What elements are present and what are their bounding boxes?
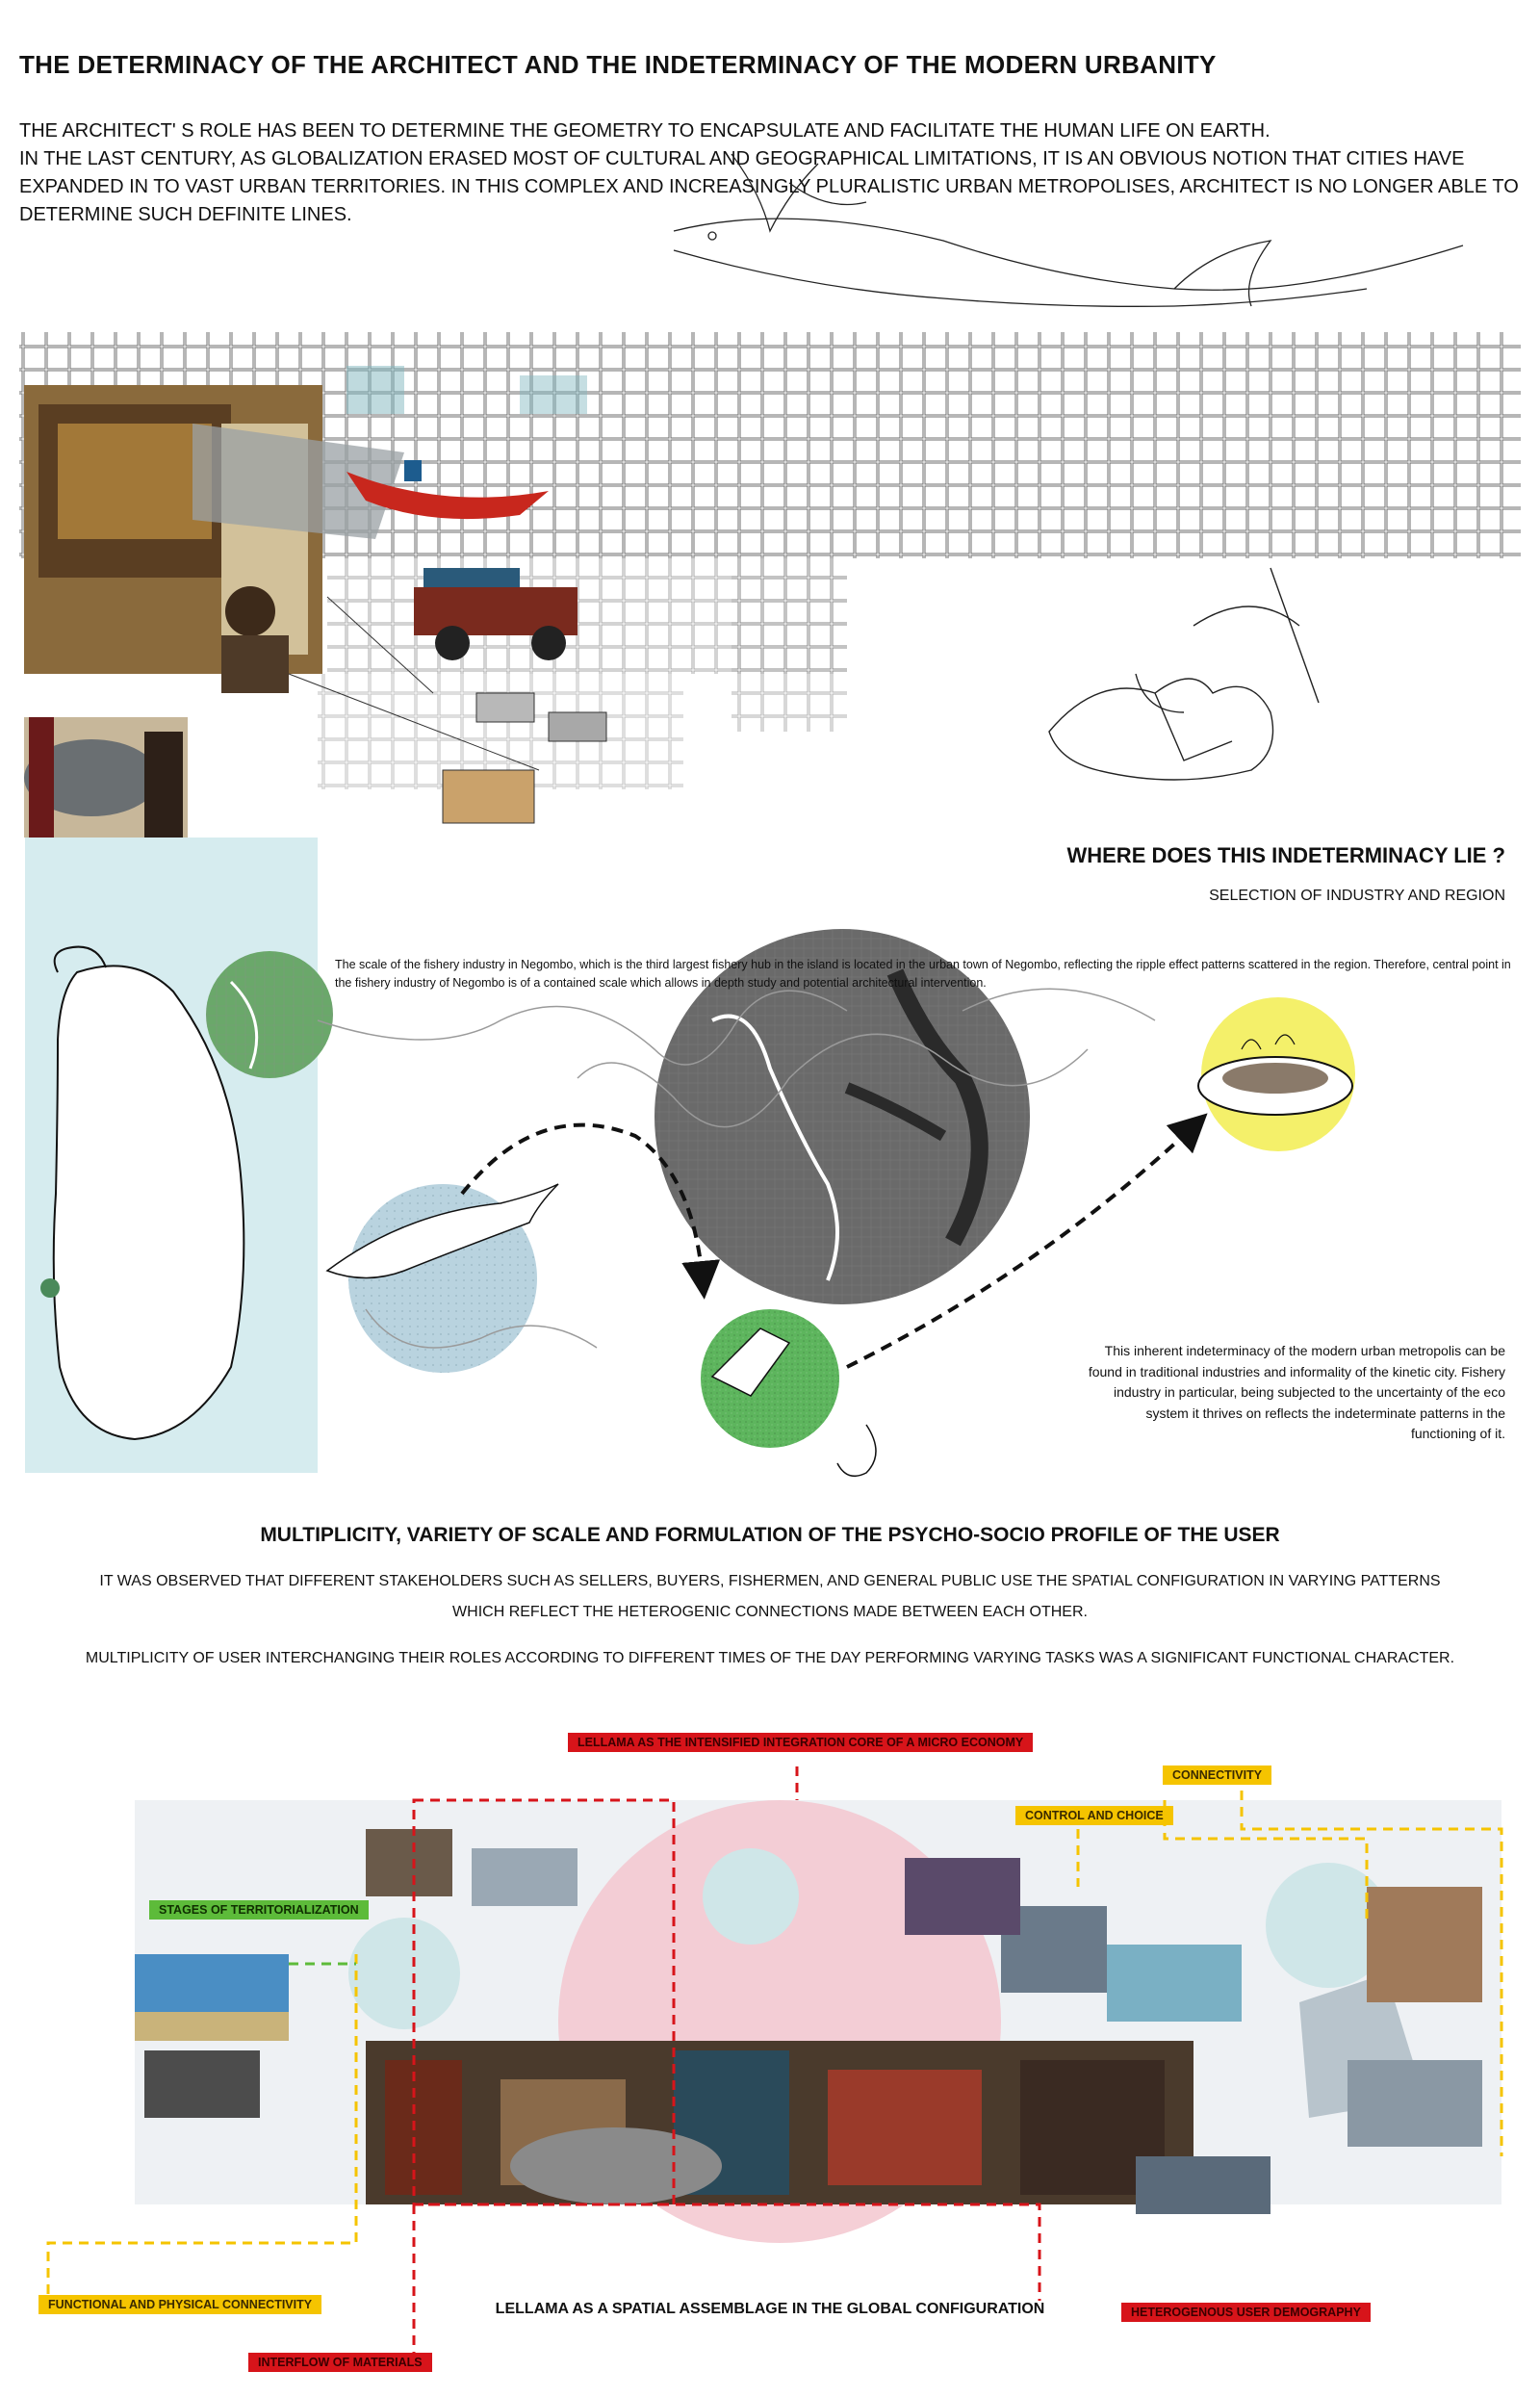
intro-line-1: THE ARCHITECT' S ROLE HAS BEEN TO DETERMINE THE GEOMETRY TO ENCAPSULATE AND FACILITATE THE HUMAN LIFE ON EARTH. — [19, 120, 1270, 142]
hand-drawing — [1049, 568, 1319, 780]
stakeholders-text: IT WAS OBSERVED THAT DIFFERENT STAKEHOLDERS SUCH AS SELLERS, BUYERS, FISHERMEN, AND GENERAL PUBLIC USE THE SPATIAL CONFIGURATION IN VARYING PATTERNS WHICH REFLECT THE HETEROGENIC CONNECTIONS MADE BETWEEN EACH OTHER. — [99, 1573, 1441, 1620]
tag-heterogenous: HETEROGENOUS USER DEMOGRAPHY — [1121, 2303, 1371, 2322]
section3-title: MULTIPLICITY, VARIETY OF SCALE AND FORMULATION OF THE PSYCHO-SOCIO PROFILE OF THE USER — [260, 1524, 1280, 1546]
fishery-scale-text: The scale of the fishery industry in Negombo, which is the third largest fishery hub in the island is located in the urban town of Negombo, reflecting the ripple effect patterns scattered in the region. Therefore, central point in the fishery industry of Negombo is of a contained scale which allows in depth study and potential architectural intervention. — [335, 958, 1511, 990]
plate-circle — [1198, 997, 1355, 1151]
section2-title: WHERE DOES THIS INDETERMINACY LIE ? — [1066, 843, 1505, 867]
page-title: THE DETERMINACY OF THE ARCHITECT AND THE INDETERMINACY OF THE MODERN URBANITY — [19, 50, 1217, 79]
tag-interflow: INTERFLOW OF MATERIALS — [248, 2353, 432, 2372]
tag-functional-connectivity: FUNCTIONAL AND PHYSICAL CONNECTIVITY — [38, 2295, 321, 2314]
whale-circle — [327, 1184, 558, 1373]
multiplicity-text: MULTIPLICITY OF USER INTERCHANGING THEIR ROLES ACCORDING TO DIFFERENT TIMES OF THE DAY PERFORMING VARYING TASKS WAS A SIGNIFICANT FUNCTIONAL CHARACTER. — [85, 1650, 1455, 1666]
indeterminacy-text: This inherent indeterminacy of the modern urban metropolis can be found in traditional industries and informality of the kinetic city. Fishery industry in particular, being subjected to the uncertainty of the eco system it thrives on reflects the indeterminate patterns in the functioning of it. — [1088, 1343, 1505, 1441]
tag-connectivity: CONNECTIVITY — [1163, 1766, 1271, 1785]
tag-territorialization: STAGES OF TERRITORIALIZATION — [149, 1900, 369, 1920]
sri-lanka-map-panel — [25, 838, 333, 1473]
fish-line-drawing — [674, 154, 1463, 306]
tag-control-choice: CONTROL AND CHOICE — [1015, 1806, 1173, 1825]
fisherman-circle — [701, 1309, 876, 1476]
assemblage-collage — [135, 1800, 1502, 2243]
assemblage-caption: LELLAMA AS A SPATIAL ASSEMBLAGE IN THE GLOBAL CONFIGURATION — [495, 2301, 1045, 2317]
section2-subtitle: SELECTION OF INDUSTRY AND REGION — [1209, 888, 1505, 904]
intro-line-2: IN THE LAST CENTURY, AS GLOBALIZATION ERASED MOST OF CULTURAL AND GEOGRAPHICAL LIMITATIONS, IT IS AN OBVIOUS NOTION THAT CITIES HAVE EXPANDED IN TO VAST URBAN TERRITORIES. IN THIS COMPLEX AND INCREASINGLY PLURALISTIC URBAN METROPOLISES, ARCHITECT IS NO LONGER ABLE TO DETERMINE SUCH DEFINITE LINES. — [19, 148, 1519, 225]
tag-integration-core: LELLAMA AS THE INTENSIFIED INTEGRATION CORE OF A MICRO ECONOMY — [568, 1733, 1033, 1752]
